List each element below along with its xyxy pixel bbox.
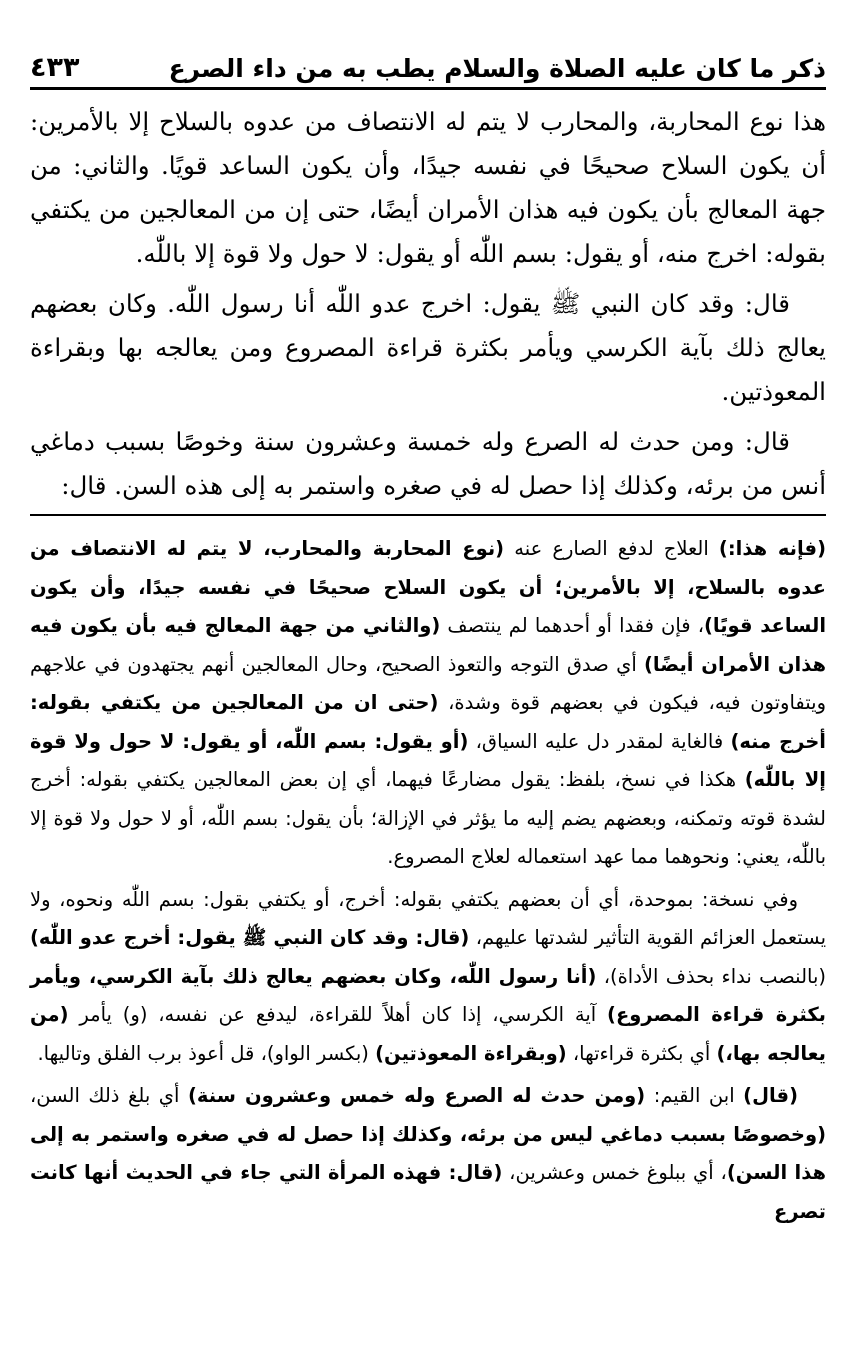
commentary-segment: فالغاية لمقدر دل عليه السياق، — [468, 729, 731, 753]
commentary-segment: ابن القيم: — [645, 1084, 744, 1107]
quoted-source-text: (قال) — [743, 1084, 798, 1107]
quoted-source-text: (قال: وقد كان النبي ﷺ يقول: أخرج عدو اللّٰه) — [30, 926, 470, 949]
commentary-paragraph — [30, 530, 826, 877]
quoted-source-text: (وخصوصًا بسبب دماغي ليس من برئه، وكذلك إذا حصل له في صغره واستمر به إلى هذا السن) — [30, 1122, 827, 1184]
commentary-segment: أي بلغ ذلك السن، — [30, 1084, 188, 1107]
main-paragraph: قال: ومن حدث له الصرع وله خمسة وعشرون سنة وخوصًا بسبب دماغي أنس من برئه، وكذلك إذا حصل له في صغره واستمر به إلى هذه السن. قال: — [30, 427, 826, 500]
commentary-segment: (بكسر الواو)، قل أعوذ برب الفلق وتاليها. — [37, 1041, 376, 1065]
commentary-segment: هكذا في نسخ، بلفظ: يقول مضارعًا فيهما، أي إن بعض المعالجين يكتفي بقوله: أخرج لشدة قوته وتمكنه، وبعضهم يضم إليه ما يؤثر في الإزالة؛ بأن يقول: بسم اللّٰه، أو لا حول ولا قوة إلا باللّٰه، يعني: ونحوهما مما عهد استعماله لعلاج المصروع. — [30, 768, 826, 868]
commentary-text — [30, 530, 826, 1231]
quoted-source-text: (والثاني من جهة المعالج فيه بأن يكون فيه هذان الأمران أيضًا) — [30, 614, 826, 676]
quoted-source-text: (أو يقول: بسم اللّٰه، أو يقول: لا حول ولا قوة إلا باللّٰه) — [30, 729, 826, 791]
commentary-segment: العلاج لدفع الصارع عنه — [504, 537, 719, 560]
main-paragraph: هذا نوع المحاربة، والمحارب لا يتم له الانتصاف من عدوه بالسلاح إلا بالأمرين: أن يكون السلاح صحيحًا في نفسه جيدًا، وأن يكون الساعد قويًا. والثاني: من جهة المعالج بأن يكون فيه هذان الأمران أيضًا، حتى إن من المعالجين من يكتفي بقوله: اخرج منه، أو يقول: بسم اللّٰه أو يقول: لا حول ولا قوة إلا باللّٰه. — [30, 107, 826, 268]
commentary-segment: أي بكثرة قراءتها، — [566, 1041, 717, 1065]
quoted-source-text: (قال: فهذه المرأة التي جاء في الحديث أنها كانت تصرع — [30, 1161, 826, 1223]
quoted-source-text: (من يعالجه بها،) — [30, 1003, 826, 1065]
quoted-source-text: (حتى ان من المعالجين من يكتفي بقوله: أخرج منه) — [30, 691, 826, 753]
quoted-source-text: (فإنه هذا:) — [718, 537, 826, 560]
commentary-segment: (بالنصب نداء بحذف الأداة)، — [596, 964, 826, 988]
commentary-paragraph — [30, 881, 826, 1074]
quoted-source-text: (نوع المحاربة والمحارب، لا يتم له الانتصاف من عدوه بالسلاح، إلا بالأمرين؛ أن يكون السلاح صحيحًا في نفسه جيدًا، وأن يكون الساعد قويًا) — [30, 537, 826, 637]
commentary-segment: وفي نسخة: بموحدة، أي أن بعضهم يكتفي بقوله: أخرج، أو يكتفي بقول: بسم اللّٰه ونحوه، ولا يستعمل العزائم القوية التأثير لشدتها عليهم، — [30, 887, 826, 949]
commentary-segment: ، أي ببلوغ خمس وعشرين، — [502, 1161, 727, 1184]
quoted-source-text: (وبقراءة المعوذتين) — [375, 1041, 567, 1065]
header-title: ذكر ما كان عليه الصلاة والسلام يطب به من داء الصرع — [168, 54, 826, 83]
main-paragraph: قال: وقد كان النبي ﷺ يقول: اخرج عدو اللّٰه أنا رسول اللّٰه. وكان بعضهم يعالج ذلك بآية الكرسي ويأمر بكثرة قراءة المصروع ومن يعالجه بها وبقراءة المعوذتين. — [30, 289, 826, 406]
commentary-segment: أي صدق التوجه والتعوذ الصحيح، وحال المعالجين أنهم يجتهدون في علاجهم ويتفاوتون فيه، فيكون في بعضهم قوة وشدة، — [30, 652, 826, 714]
footnote-divider — [30, 514, 826, 516]
commentary-paragraph — [30, 1077, 826, 1231]
main-text — [30, 100, 826, 508]
commentary-segment: آية الكرسي، إذا كان أهلاً للقراءة، ليدفع عن نفسه، (و) يأمر — [68, 1003, 608, 1026]
quoted-source-text: (أنا رسول اللّٰه، وكان بعضهم يعالج ذلك بآية الكرسي، ويأمر بكثرة قراءة المصروع) — [30, 964, 827, 1026]
quoted-source-text: (ومن حدث له الصرع وله خمس وعشرون سنة) — [188, 1084, 646, 1107]
running-header — [30, 38, 826, 90]
page-number: ٤٣٣ — [30, 52, 80, 83]
commentary-segment: ، فإن فقدا أو أحدهما لم ينتصف — [440, 614, 704, 637]
